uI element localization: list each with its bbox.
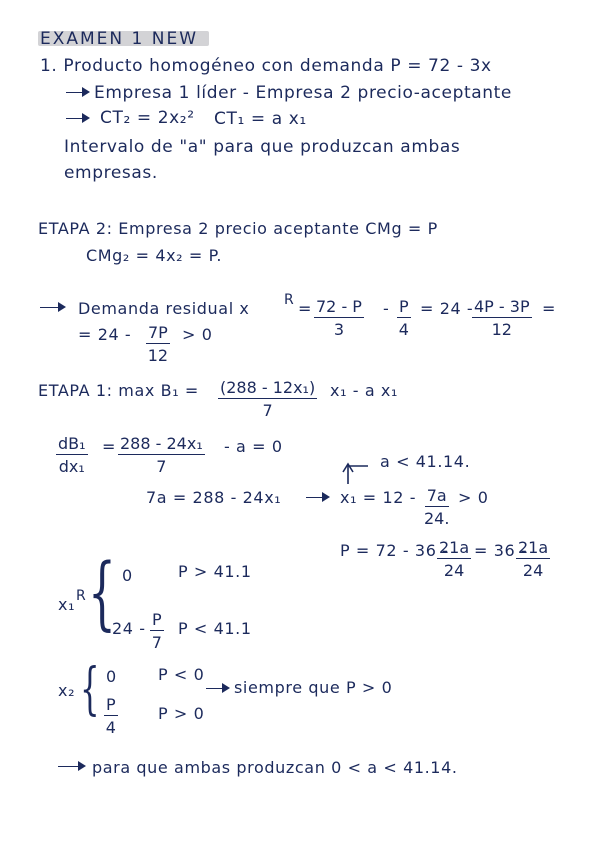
fraction-denominator: 24 [522, 561, 544, 580]
fraction-numerator: 288 - 24x₁ [120, 434, 203, 453]
fraction-denominator: 7 [151, 633, 162, 652]
profit-tail: x₁ - a x₁ [330, 381, 399, 400]
fraction-denominator: 4 [398, 320, 409, 339]
residual-label: Demanda residual x [78, 299, 250, 318]
fraction-denominator: 7 [262, 401, 273, 420]
cost-firm-2: CT₂ = 2x₂² [100, 108, 195, 128]
fraction-numerator: P [399, 297, 409, 316]
x1-cases-label: x₁ [58, 595, 76, 614]
fraction-numerator: P [152, 610, 162, 629]
cost-firm-1: CT₁ = a x₁ [214, 109, 307, 129]
x1-case-1-value: 0 [122, 566, 133, 585]
x2-cases-label: x₂ [58, 681, 76, 700]
fraction-numerator: P [106, 695, 116, 714]
fraction-denominator: 24 [443, 561, 465, 580]
residual-minus: - [383, 299, 390, 318]
x2-case-1-value: 0 [106, 667, 117, 686]
fraction-numerator: 4P - 3P [474, 297, 530, 316]
fraction-denominator: 12 [147, 346, 169, 365]
fraction-x2-case [104, 697, 118, 736]
fraction-denominator: 12 [491, 320, 512, 339]
problem-line-1: 1. Producto homogéneo con demanda P = 72 - 3x [40, 56, 492, 76]
x1-positive: > 0 [458, 488, 489, 507]
derivative-equals: = [102, 437, 117, 456]
fraction-denominator: 3 [333, 320, 345, 339]
page-title: EXAMEN 1 NEW [40, 29, 199, 49]
conclusion: para que ambas produzcan 0 < a < 41.14. [92, 758, 458, 777]
problem-line-4: Intervalo de "a" para que produzcan ambas [64, 137, 461, 157]
fraction-numerator: 72 - P [316, 297, 362, 316]
price-equation: P = 72 - 36 - [340, 541, 449, 560]
price-mid: = 36 - [474, 541, 528, 560]
fraction-numerator: 7P [148, 323, 168, 342]
left-brace-icon: { [88, 546, 116, 639]
a-bound-note: a < 41.14. [380, 452, 471, 471]
x1-case-2-prefix: 24 - [112, 619, 146, 638]
residual-superscript: R [284, 292, 295, 308]
arrow-icon [306, 497, 328, 498]
foc-equation: 7a = 288 - 24x₁ [146, 488, 282, 507]
residual-tail: = [542, 299, 557, 318]
fraction-numerator: 21a [518, 538, 549, 557]
arrow-icon [58, 766, 84, 767]
fraction-denominator: dx₁ [58, 457, 85, 476]
fraction-numerator: 21a [439, 538, 470, 557]
x2-note: siempre que P > 0 [234, 678, 393, 697]
stage-1-heading: ETAPA 1: max B₁ = [38, 381, 199, 400]
x2-case-2-condition: P > 0 [158, 704, 205, 723]
residual-mid: = 24 - [420, 299, 474, 318]
x1-case-2-condition: P < 41.1 [178, 619, 252, 638]
stage-2-heading: ETAPA 2: Empresa 2 precio aceptante CMg = P [38, 219, 438, 238]
problem-line-5: empresas. [64, 163, 158, 183]
problem-line-2: Empresa 1 líder - Empresa 2 precio-aceptante [94, 83, 512, 103]
fraction-price-2 [516, 540, 550, 579]
x2-case-1-condition: P < 0 [158, 665, 205, 684]
arrow-icon [206, 688, 228, 689]
left-brace-icon: { [80, 657, 100, 722]
fraction-numerator: 7a [426, 486, 447, 505]
fraction-numerator: dB₁ [58, 434, 86, 453]
stage-2-equation: CMg₂ = 4x₂ = P. [86, 246, 223, 265]
fraction-denominator: 7 [156, 457, 167, 476]
x1-cases-superscript: R [76, 588, 87, 604]
residual-positive: > 0 [182, 325, 213, 344]
fraction-denominator: 4 [105, 718, 116, 737]
derivative-tail: - a = 0 [224, 437, 283, 456]
x1-solution-label: x₁ = 12 - [340, 488, 417, 507]
residual-equals: = [298, 299, 313, 318]
fraction-x1 [424, 488, 449, 527]
residual-line-2: = 24 - [78, 325, 132, 344]
x1-case-1-condition: P > 41.1 [178, 562, 252, 581]
fraction-x1-case [150, 612, 164, 651]
fraction-denominator: 24. [424, 509, 450, 528]
fraction-numerator: (288 - 12x₁) [220, 378, 316, 397]
fraction-price-1 [437, 540, 471, 579]
